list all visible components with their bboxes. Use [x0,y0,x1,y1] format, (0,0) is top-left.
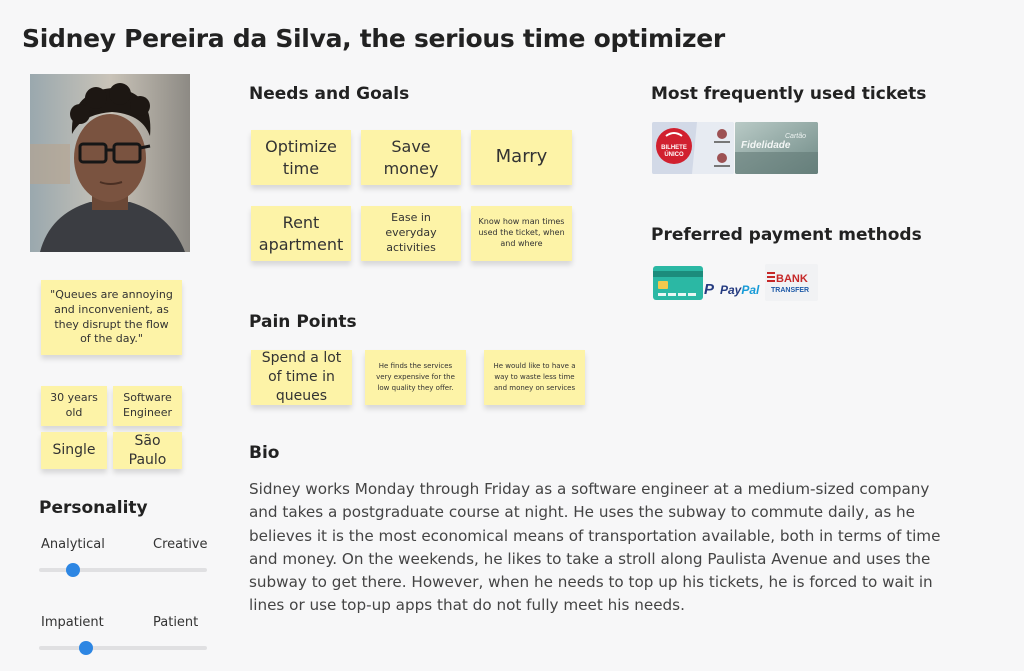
fidelidade-line2: Fidelidade [741,140,791,151]
svg-text:PayPal [720,283,760,297]
need-ease-everyday: Ease in everyday activities [361,206,461,261]
bilhete-line1: BILHETE [661,145,687,151]
payment-heading: Preferred payment methods [651,225,922,245]
pain-points-heading: Pain Points [249,312,357,332]
fidelidade-line1: Cartão [785,133,807,140]
bio-heading: Bio [249,443,280,463]
age-note: 30 years old [41,386,107,426]
need-marry: Marry [471,130,572,185]
slider-2-right-label: Patient [153,615,199,630]
analytical-creative-slider-track[interactable] [39,568,207,572]
need-rent-apartment: Rent apartment [251,206,351,261]
needs-goals-heading: Needs and Goals [249,84,410,104]
pain-expensive: He finds the services very expensive for the low quality they offer. [365,350,466,405]
city-note: São Paulo [113,432,182,469]
bank-line2: TRANSFER [771,287,810,294]
bank-line1: BANK [776,273,808,285]
analytical-creative-slider-handle[interactable] [66,563,80,577]
slider-1-right-label: Creative [153,537,208,552]
page-title: Sidney Pereira da Silva, the serious time optimizer [22,24,725,53]
pain-waste-time: He would like to have a way to waste less time and money on services [484,350,585,405]
persona-photo [30,74,190,252]
pain-queues: Spend a lot of time in queues [251,350,352,405]
slider-1-left-label: Analytical [41,537,105,552]
bilhete-line2: ÚNICO [664,152,684,158]
paypal-pay: Pay [720,283,742,297]
need-save-money: Save money [361,130,461,185]
job-note: Software Engineer [113,386,182,426]
tickets-heading: Most frequently used tickets [651,84,927,104]
bio-text: Sidney works Monday through Friday as a software engineer at a medium-sized company and takes a postgraduate course at night. He uses the subway to commute daily, as he believes it is the most economical means of transportation available, both in terms of time and money. On the weekends, he likes to take a stroll along Paulista Avenue and uses the subway to get there. However, when he needs to top up his tickets, he is forced to wait in lines or use top-up apps that do not fully meet his needs. [249,480,941,615]
bilhete-unico-card [652,122,734,174]
personality-heading: Personality [39,498,148,518]
bank-transfer-logo [765,264,818,301]
paypal-logo [704,276,764,300]
cartao-fidelidade-card [735,122,818,174]
quote-note: "Queues are annoying and inconvenient, as they disrupt the flow of the day." [41,280,182,355]
impatient-patient-slider-track[interactable] [39,646,207,650]
svg-text:P: P [704,281,715,298]
need-ticket-usage: Know how man times used the ticket, when and where [471,206,572,261]
slider-2-left-label: Impatient [41,615,104,630]
status-note: Single [41,432,107,469]
paypal-pal: Pal [741,283,760,297]
impatient-patient-slider-handle[interactable] [79,641,93,655]
credit-card-icon [652,264,704,301]
need-optimize-time: Optimize time [251,130,351,185]
